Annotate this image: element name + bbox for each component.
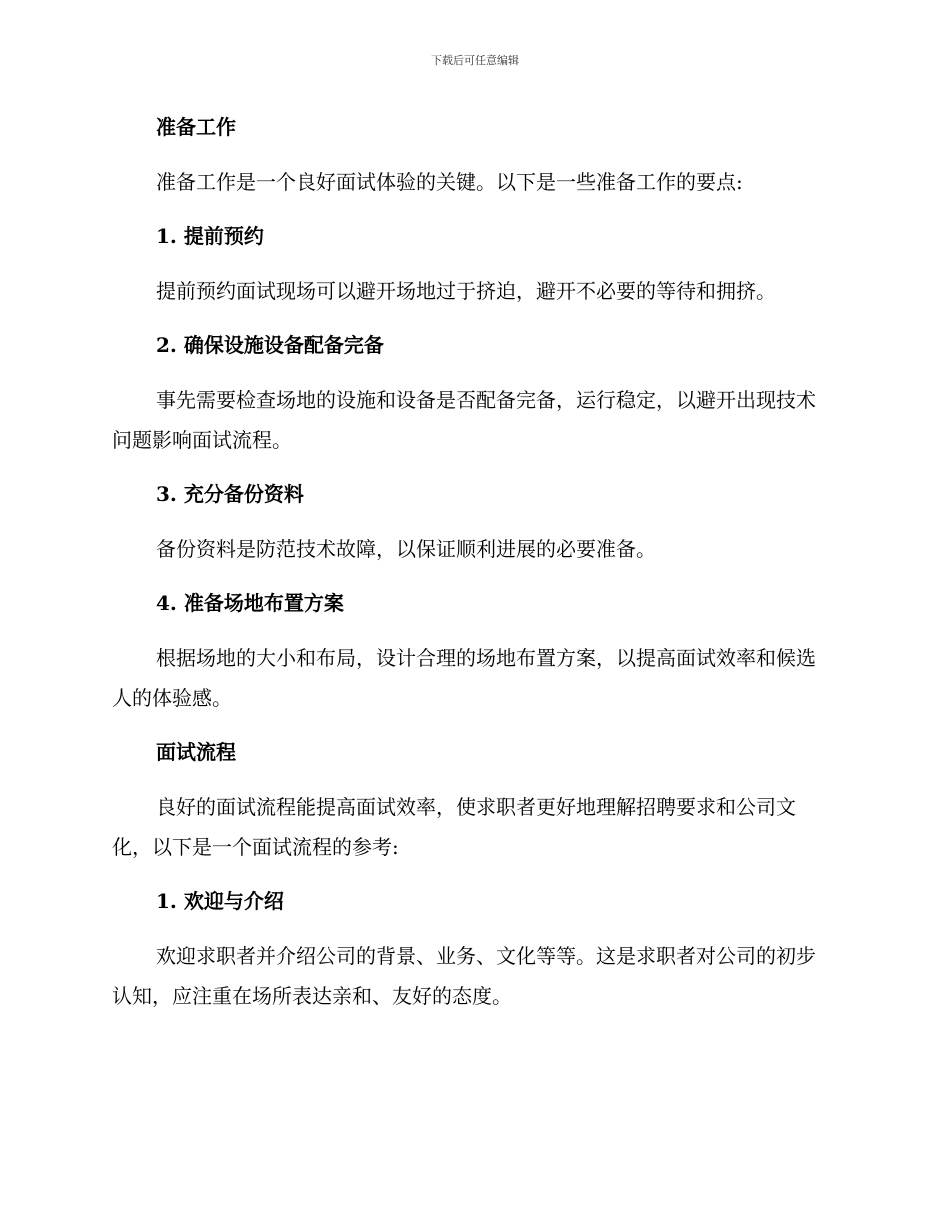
subheading-venue-layout: 4. 准备场地布置方案 (156, 591, 344, 615)
subheading-equipment-check: 2. 确保设施设备配备完备 (156, 333, 384, 357)
paragraph-advance-booking: 提前预约面试现场可以避开场地过于挤迫，避开不必要的等待和拥挤。 (156, 279, 776, 303)
paragraph-welcome-introduction: 欢迎求职者并介绍公司的背景、业务、文化等等。这是求职者对公司的初步认知，应注重在场所表达亲和、友好的态度。 (112, 944, 816, 1008)
section-heading-preparation: 准备工作 (156, 115, 236, 139)
subheading-backup-materials: 3. 充分备份资料 (156, 482, 304, 506)
page-header: 下载后可任意编辑 (431, 54, 519, 67)
subheading-welcome-introduction: 1. 欢迎与介绍 (156, 889, 284, 913)
paragraph-backup-materials: 备份资料是防范技术故障，以保证顺利进展的必要准备。 (156, 537, 656, 561)
section-heading-interview-process: 面试流程 (156, 740, 236, 764)
paragraph-equipment-check: 事先需要检查场地的设施和设备是否配备完备，运行稳定，以避开出现技术问题影响面试流程。 (112, 388, 816, 452)
subheading-advance-booking: 1. 提前预约 (156, 224, 264, 248)
paragraph-venue-layout: 根据场地的大小和布局，设计合理的场地布置方案，以提高面试效率和候选人的体验感。 (112, 646, 816, 710)
paragraph-interview-process-intro: 良好的面试流程能提高面试效率，使求职者更好地理解招聘要求和公司文化，以下是一个面试流程的参考: (112, 795, 796, 859)
paragraph-preparation-intro: 准备工作是一个良好面试体验的关键。以下是一些准备工作的要点: (156, 170, 743, 194)
document-body (112, 108, 830, 1031)
